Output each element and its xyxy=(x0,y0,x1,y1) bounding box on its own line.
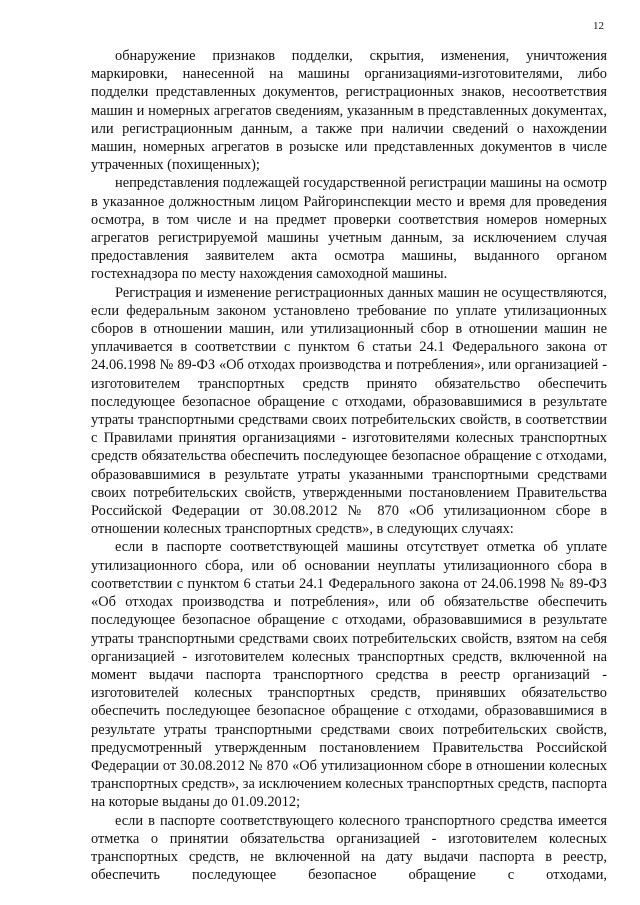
page-number: 12 xyxy=(593,20,604,32)
paragraph-inspection-not-provided: непредставления подлежащей государственной регистрации машины на осмотр в указанное должностным лицом Райгоринспекции место и время для проведения осмотра, в том числе и на предмет проверки соответствия номеров номерных агрегатов регистрируемой машины учетным данным, за исключением случая предоставления заявителем акта осмотра машины, выданного органом гостехнадзора по месту нахождения самоходной машины. xyxy=(91,175,607,283)
document-body xyxy=(91,47,607,884)
paragraph-passport-no-mark: если в паспорте соответствующей машины отсутствует отметка об уплате утилизационного сбора, или об основании неуплаты утилизационного сбора в соответствии с пунктом 6 статьи 24.1 Федерального закона от 24.06.1998 № 89-ФЗ «Об отходах производства и потребления», или об обязательстве обеспечить последующее безопасное обращение с отходами, образовавшимися в результате утраты транспортными средствами своих потребительских свойств, взятом на себя организацией - изготовителем колесных транспортных средств, включенной на момент выдачи паспорта транспортного средства в реестр организаций - изготовителей колесных транспортных средств, принявших обязательство обеспечить последующее безопасное обращение с отходами, образовавшимися в результате утраты транспортными средствами своих потребительских свойств, предусмотренный утвержденным постановлением Правительства Российской Федерации от 30.08.2012 № 870 «Об утилизационном сборе в отношении колесных транспортных средств», за исключением колесных транспортных средств, паспорта на которые выданы до 01.09.2012; xyxy=(91,539,607,811)
paragraph-registration-not-performed: Регистрация и изменение регистрационных данных машин не осуществляются, если федеральным законом установлено требование по уплате утилизационных сборов в отношении машин, или утилизационный сбор в отношении машин не уплачивается в соответствии с пунктом 6 статьи 24.1 Федерального закона от 24.06.1998 № 89-ФЗ «Об отходах производства и потребления», или организацией - изготовителем транспортных средств принято обязательство обеспечить последующее безопасное обращение с отходами, образовавшимися в результате утраты транспортными средствами своих потребительских свойств, в соответствии с Правилами принятия организациями - изготовителями колесных транспортных средств обязательства обеспечить последующее безопасное обращение с отходами, образовавшимися в результате утраты указанными транспортными средствами своих потребительских свойств, утвержденными постановлением Правительства Российской Федерации от 30.08.2012 № 870 «Об утилизационном сборе в отношении колесных транспортных средств», в следующих случаях: xyxy=(91,284,607,538)
paragraph-detection-of-forgery: обнаружение признаков подделки, скрытия, изменения, уничтожения маркировки, нанесенной на машины организациями-изготовителями, либо подделки представленных документов, регистрационных знаков, несоответствия машин и номерных агрегатов сведениям, указанным в представленных документах, или регистрационным данным, а также при наличии сведений о нахождении машин, номерных агрегатов в розыске или представленных документов в числе утраченных (похищенных); xyxy=(91,48,607,174)
paragraph-passport-obligation-mark: если в паспорте соответствующего колесного транспортного средства имеется отметка о принятии обязательства организацией - изготовителем колесных транспортных средств, не включенной на дату выдачи паспорта в реестр, обеспечить последующее безопасное обращение с отходами, xyxy=(91,812,607,884)
